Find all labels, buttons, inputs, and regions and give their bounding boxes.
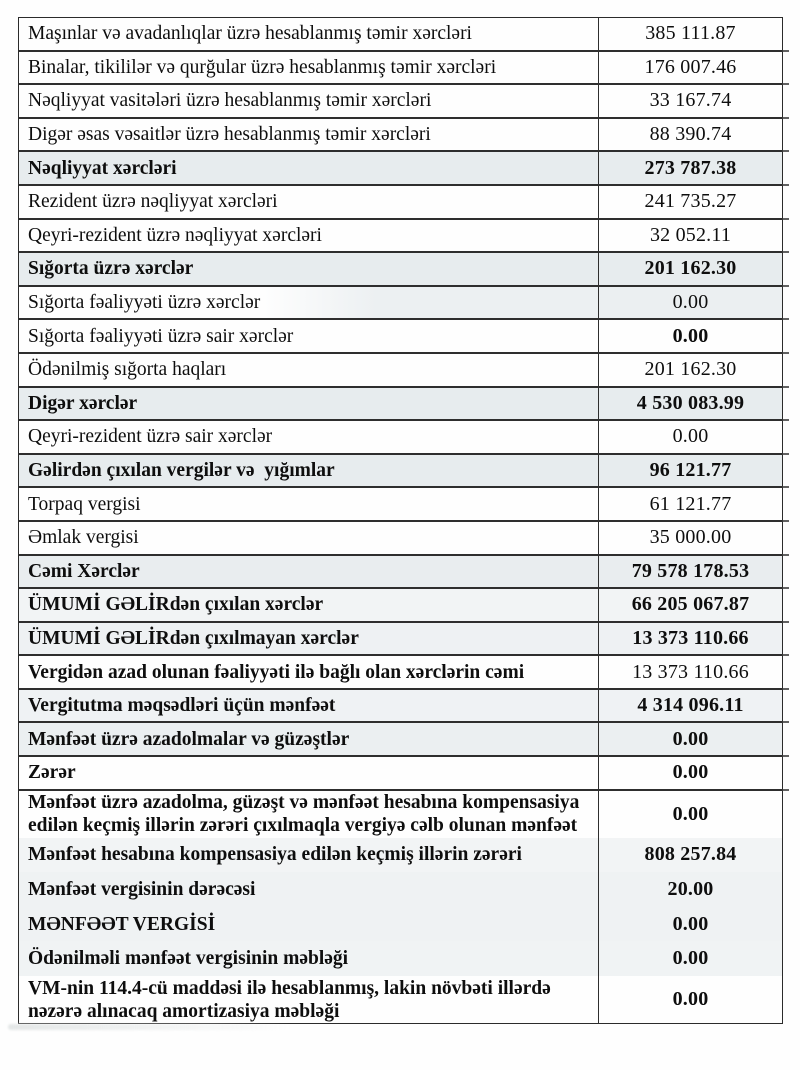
table-row (19, 386, 782, 420)
table-row (19, 872, 782, 907)
table-row (19, 18, 782, 50)
table-row (19, 352, 782, 386)
table-row (19, 184, 782, 218)
row-value: 0.00 (672, 727, 709, 750)
row-value: 4 530 083.99 (636, 391, 745, 414)
row-value: 201 162.30 (644, 358, 737, 381)
row-value: 88 390.74 (649, 123, 732, 146)
row-value: 0.00 (672, 802, 709, 825)
table-row (19, 83, 782, 117)
row-label: Ödənilmiş sığorta haqları (19, 354, 599, 386)
row-value: 0.00 (672, 947, 709, 970)
table-row (19, 453, 782, 487)
row-label: ÜMUMİ GƏLİRdən çıxılan xərclər (19, 589, 599, 621)
row-label: Sığorta fəaliyyəti üzrə sair xərclər (19, 320, 599, 352)
table-row (19, 721, 782, 755)
row-label: Zərər (19, 757, 599, 789)
row-value: 32 052.11 (649, 223, 732, 246)
table-row (19, 117, 782, 151)
row-value: 79 578 178.53 (631, 559, 750, 582)
table-row (19, 218, 782, 252)
row-label: Digər xərclər (19, 388, 599, 420)
row-label: ÜMUMİ GƏLİRdən çıxılmayan xərclər (19, 623, 599, 655)
row-label: Sığorta üzrə xərclər (19, 253, 599, 285)
row-label: Ödənilməli mənfəət vergisinin məbləği (19, 941, 599, 976)
row-value: 35 000.00 (649, 526, 732, 549)
row-label: Nəqliyyat xərcləri (19, 152, 599, 184)
table-row (19, 755, 782, 789)
table-row (19, 251, 782, 285)
expense-table (18, 17, 783, 1024)
table-row (19, 50, 782, 84)
row-value: 0.00 (672, 912, 709, 935)
row-label: Digər əsas vəsaitlər üzrə hesablanmış təmir xərcləri (19, 119, 599, 151)
table-row (19, 838, 782, 873)
row-label: Torpaq vergisi (19, 488, 599, 520)
row-value: 0.00 (672, 425, 709, 448)
row-value: 0.00 (599, 287, 782, 319)
table-row (19, 654, 782, 688)
row-label: MƏNFƏƏT VERGİSİ (19, 907, 599, 942)
row-value: 0.00 (672, 988, 709, 1011)
row-value: 241 735.27 (644, 190, 737, 213)
row-label: Maşınlar və avadanlıqlar üzrə hesablanmış təmir xərcləri (19, 18, 599, 50)
table-row (19, 941, 782, 976)
row-value: 13 373 110.66 (632, 660, 749, 683)
row-label: Gəlirdən çıxılan vergilər və yığımlar (19, 455, 599, 487)
table-row (19, 285, 782, 319)
row-label: Mənfəət üzrə azadolmalar və güzəştlər (19, 723, 599, 755)
table-row (19, 419, 782, 453)
row-label: Binalar, tikililər və qurğular üzrə hesablanmış təmir xərcləri (19, 52, 599, 84)
row-label: Cəmi Xərclər (19, 556, 599, 588)
row-value: 0.00 (672, 324, 709, 347)
row-value: 385 111.87 (645, 22, 736, 45)
row-value: 808 257.84 (644, 843, 737, 866)
row-label: Əmlak vergisi (19, 522, 599, 554)
table-row (19, 520, 782, 554)
row-value: 20.00 (667, 878, 714, 901)
table-row (19, 318, 782, 352)
table-row (19, 486, 782, 520)
row-label: Rezident üzrə nəqliyyat xərcləri (19, 186, 599, 218)
table-row (19, 907, 782, 942)
row-value: 0.00 (672, 761, 709, 784)
row-value: 33 167.74 (649, 89, 732, 112)
row-label: Sığorta fəaliyyəti üzrə xərclər (19, 287, 599, 319)
row-label: VM-nin 114.4-cü maddəsi ilə hesablanmış, lakin növbəti illərdə nəzərə alınacaq amortizasiya məbləği (19, 976, 599, 1023)
row-label: Vergidən azad olunan fəaliyyəti ilə bağlı olan xərclərin cəmi (19, 656, 599, 688)
row-value: 201 162.30 (644, 257, 737, 280)
scan-smudge-artifact (8, 1024, 293, 1030)
table-row (19, 976, 782, 1023)
row-value: 13 373 110.66 (632, 626, 749, 649)
row-value: 176 007.46 (644, 55, 737, 78)
row-label: Nəqliyyat vasitələri üzrə hesablanmış təmir xərcləri (19, 85, 599, 117)
table-row (19, 789, 782, 838)
row-label: Qeyri-rezident üzrə nəqliyyat xərcləri (19, 220, 599, 252)
table-row (19, 554, 782, 588)
table-row (19, 688, 782, 722)
row-value: 96 121.77 (649, 459, 732, 482)
row-label: Mənfəət vergisinin dərəcəsi (19, 872, 599, 907)
table-row (19, 587, 782, 621)
table-row (19, 621, 782, 655)
row-label: Qeyri-rezident üzrə sair xərclər (19, 421, 599, 453)
table-row (19, 150, 782, 184)
row-value: 66 205 067.87 (631, 593, 750, 616)
row-label: Mənfəət üzrə azadolma, güzəşt və mənfəət hesabına kompensasiya edilən keçmiş illərin zərəri çıxılmaqla vergiyə cəlb olunan mənfəət (19, 791, 599, 838)
row-value: 273 787.38 (644, 156, 737, 179)
row-label: Mənfəət hesabına kompensasiya edilən keçmiş illərin zərəri (19, 838, 599, 873)
row-label: Vergitutma məqsədləri üçün mənfəət (19, 690, 599, 722)
row-value: 4 314 096.11 (637, 694, 744, 717)
row-value: 61 121.77 (649, 492, 732, 515)
